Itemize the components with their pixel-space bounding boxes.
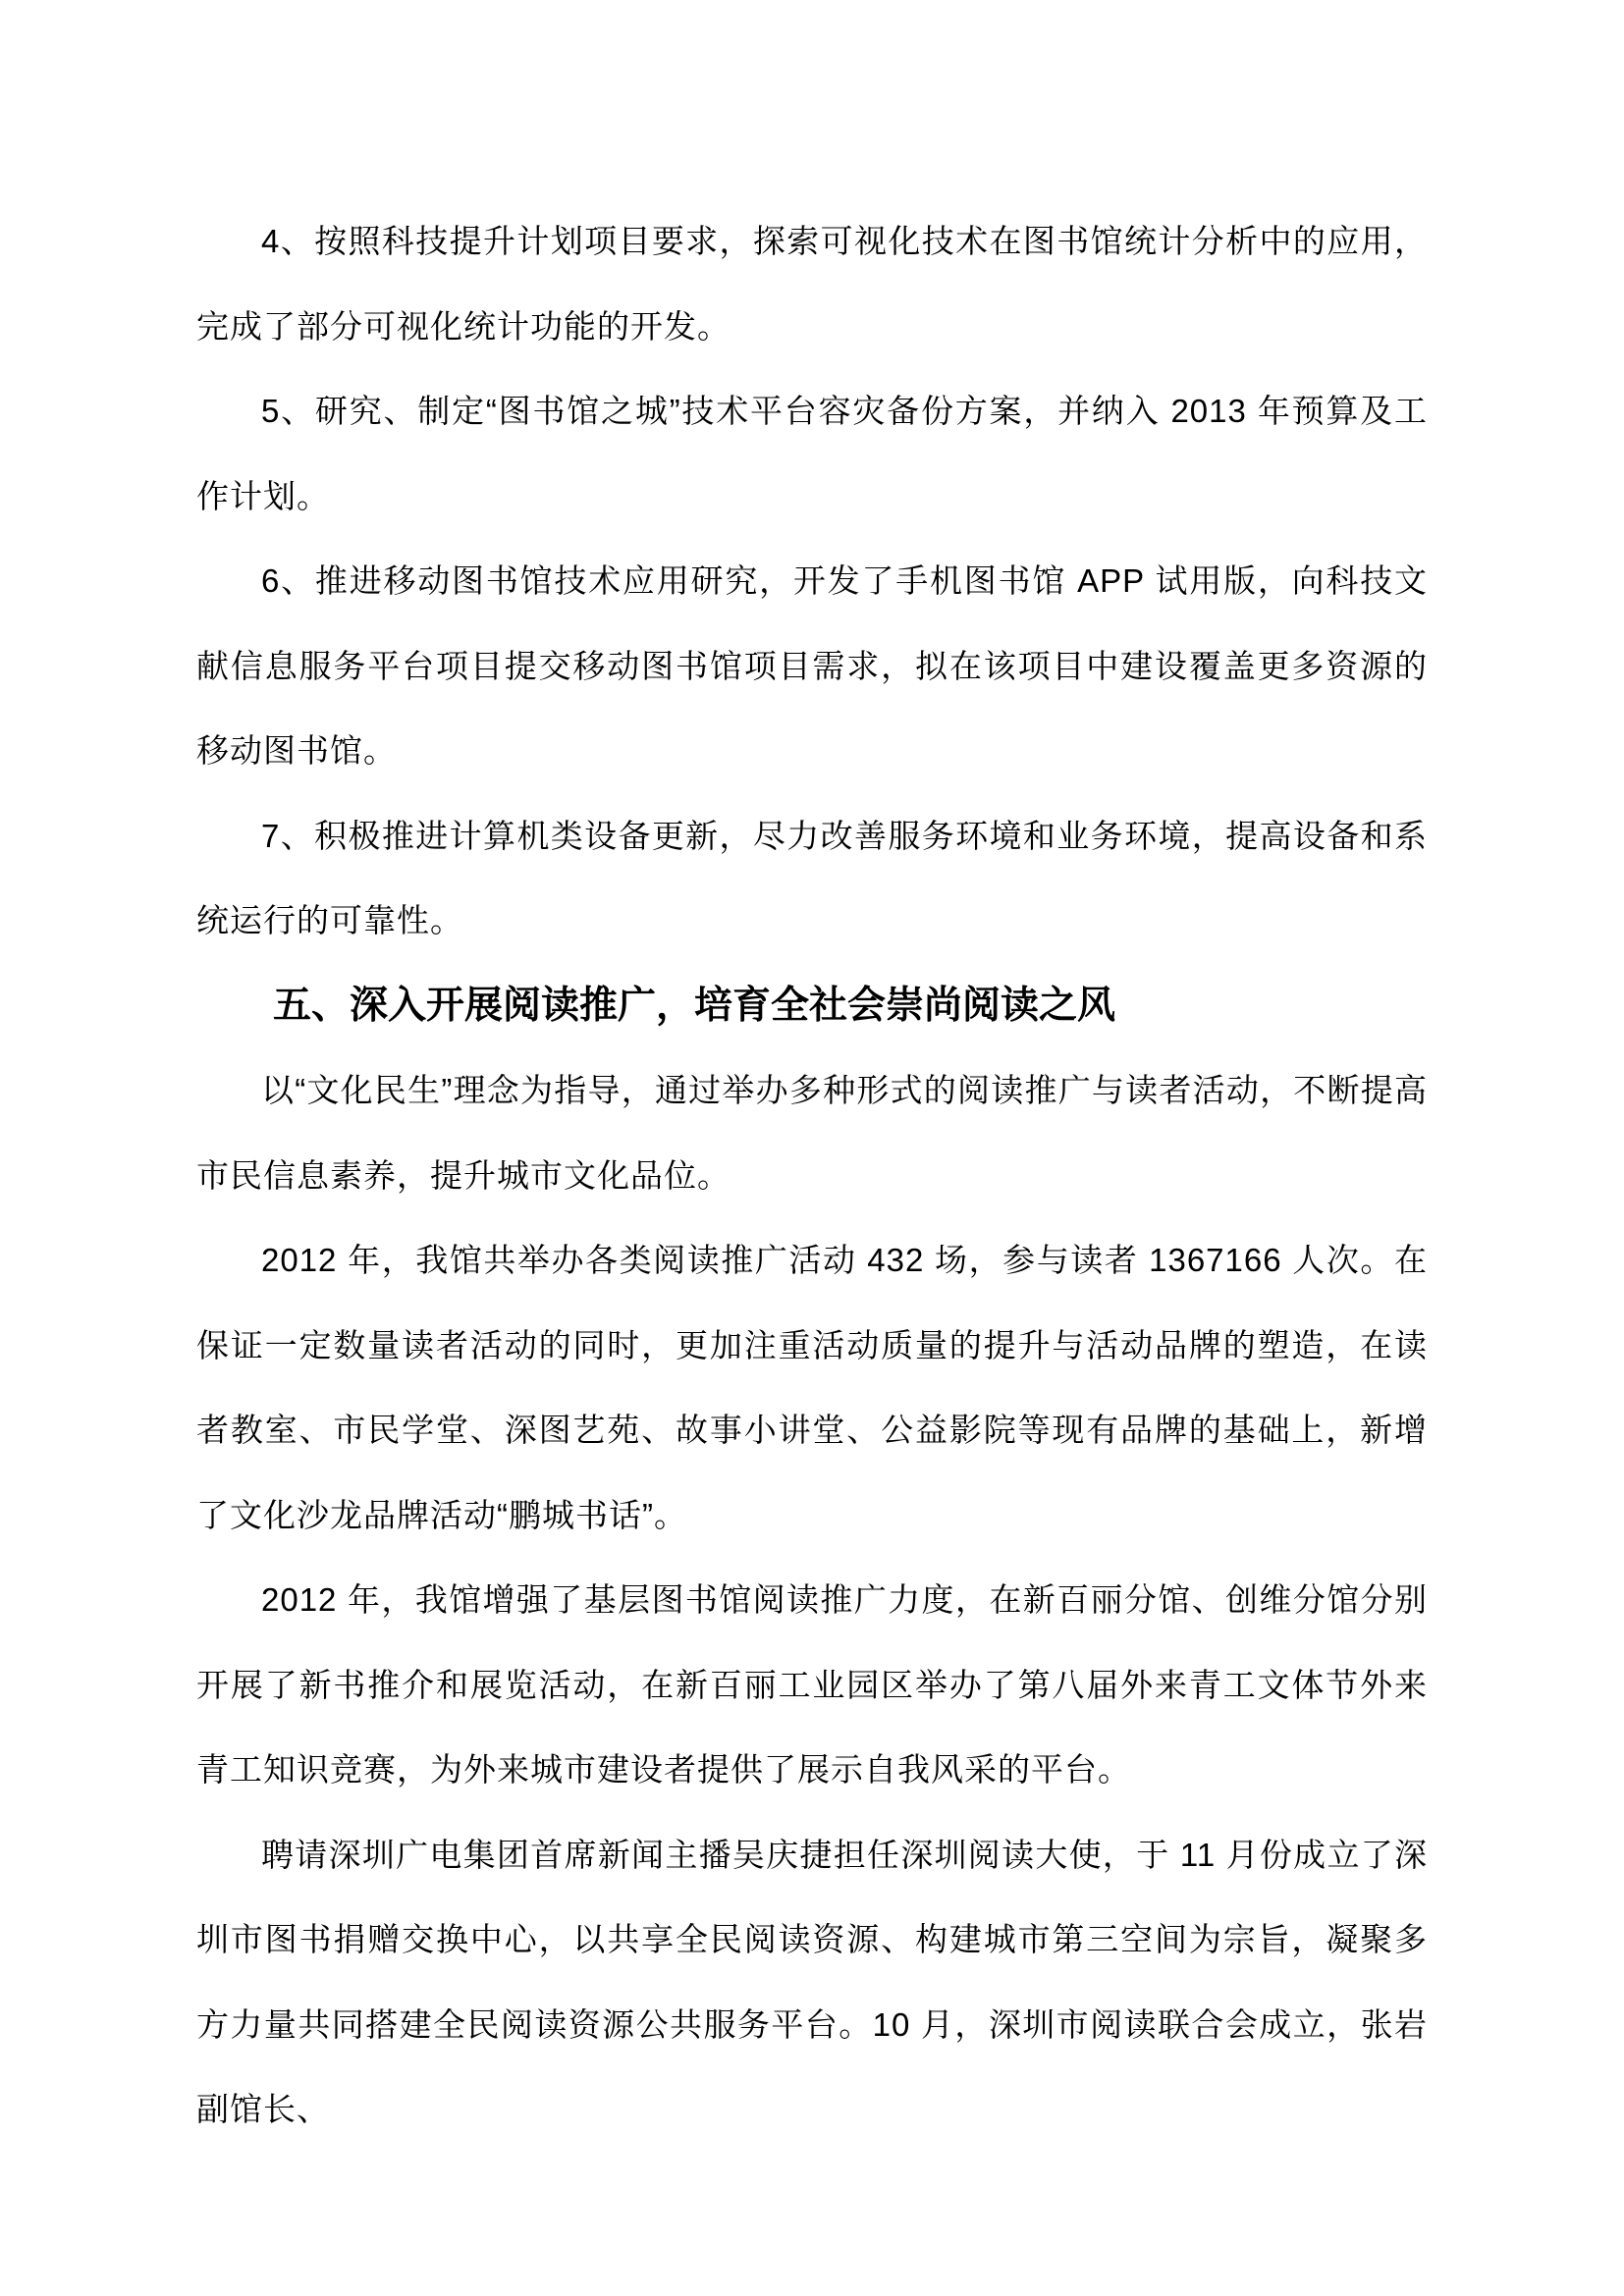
body-paragraph: 以“文化民生”理念为指导，通过举办多种形式的阅读推广与读者活动，不断提高市民信息素养，提升城市文化品位。 bbox=[196, 1072, 1428, 1194]
body-paragraph: 2012 年，我馆增强了基层图书馆阅读推广力度，在新百丽分馆、创维分馆分别开展了新书推介和展览活动，在新百丽工业园区举办了第八届外来青工文体节外来青工知识竞赛，为外来城市建设者提供了展示自我风采的平台。 bbox=[196, 1581, 1428, 1788]
body-paragraph: 5、研究、制定“图书馆之城”技术平台容灾备份方案，并纳入 2013 年预算及工作计划。 bbox=[196, 393, 1428, 514]
body-paragraph: 6、推进移动图书馆技术应用研究，开发了手机图书馆 APP 试用版，向科技文献信息服务平台项目提交移动图书馆项目需求，拟在该项目中建设覆盖更多资源的移动图书馆。 bbox=[196, 562, 1428, 769]
body-paragraph: 4、按照科技提升计划项目要求，探索可视化技术在图书馆统计分析中的应用，完成了部分可视化统计功能的开发。 bbox=[196, 223, 1428, 345]
section-heading: 五、深入开展阅读推广，培育全社会崇尚阅读之风 bbox=[273, 984, 1116, 1027]
body-paragraph: 7、积极推进计算机类设备更新，尽力改善服务环境和业务环境，提高设备和系统运行的可靠性。 bbox=[196, 817, 1428, 938]
document-content bbox=[196, 199, 1428, 2153]
body-paragraph: 2012 年，我馆共举办各类阅读推广活动 432 场，参与读者 1367166 人次。在保证一定数量读者活动的同时，更加注重活动质量的提升与活动品牌的塑造，在读者教室、市民学堂、深图艺苑、故事小讲堂、公益影院等现有品牌的基础上，新增了文化沙龙品牌活动“鹏城书话”。 bbox=[196, 1242, 1428, 1533]
body-paragraph: 聘请深圳广电集团首席新闻主播吴庆捷担任深圳阅读大使，于 11 月份成立了深圳市图书捐赠交换中心，以共享全民阅读资源、构建城市第三空间为宗旨，凝聚多方力量共同搭建全民阅读资源公共服务平台。10 月，深圳市阅读联合会成立，张岩副馆长、 bbox=[196, 1836, 1428, 2127]
